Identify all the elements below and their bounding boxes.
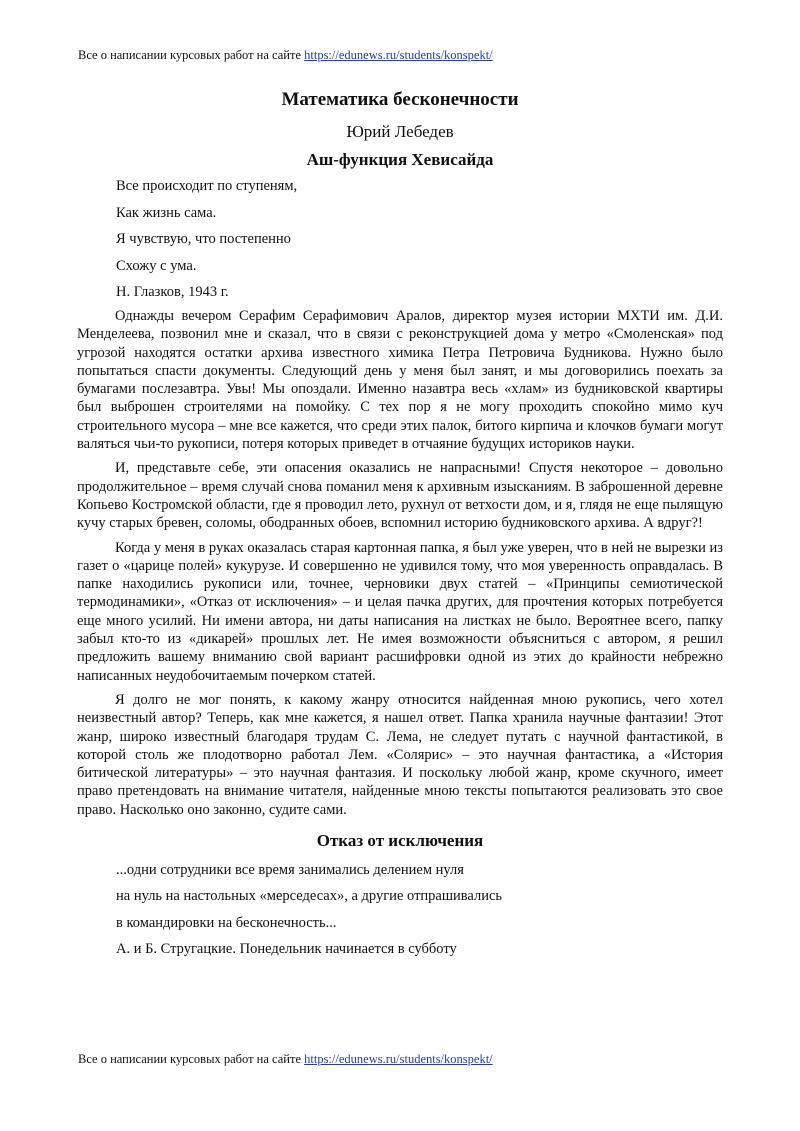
- paragraph: Когда у меня в руках оказалась старая картонная папка, я был уже уверен, что в ней не вырезки из газет о «царице полей» кукурузе. И совершенно не удивился тому, что моя уверенность оправдалась. В папке находились рукописи или, точнее, черновики двух статей – «Принципы семиотической термодинамики», «Отказ от исключения» – и целая пачка других, для прочтения которых потребуется еще много усилий. Ни имени автора, ни даты написания на листках не было. Вероятнее всего, папку забыл кто-то из «дикарей» прошлых лет. Не имея возможности объясниться с автором, я решил предложить вашему вниманию свой вариант расшифровки одной из этих до крайности небрежно написанных неудобочитаемым почерком статей.: [77, 539, 723, 684]
- epigraph-line: Я чувствую, что постепенно: [116, 231, 291, 247]
- document-body: [77, 88, 723, 958]
- epigraph-line: в командировки на бесконечность...: [116, 914, 337, 931]
- document-title: Математика бесконечности: [281, 89, 519, 110]
- page-footer: [78, 1051, 493, 1067]
- article-text: [77, 307, 723, 819]
- epigraph-line: Как жизнь сама.: [116, 204, 217, 221]
- epigraph-line: Схожу с ума.: [116, 257, 197, 274]
- section-title-exclusion: Отказ от исключения: [316, 831, 484, 851]
- epigraph-attribution: А. и Б. Стругацкие. Понедельник начинается в субботу: [116, 941, 457, 958]
- epigraph-line: Все происходит по ступеням,: [116, 178, 298, 194]
- paragraph: И, представьте себе, эти опасения оказались не напрасными! Спустя некоторое – довольно продолжительное – время случай снова поманил меня к архивным изысканиям. В заброшенной деревне Копьево Костромской области, где я проводил лето, рухнул от ветхости дом, и я, глядя не еще пылящую кучу старых бревен, соломы, ободранных обоев, вспомнил историю будниковского архива. А вдруг?!: [77, 460, 723, 532]
- epigraph-line: ...одни сотрудники все время занимались делением нуля: [116, 861, 464, 878]
- header-text: Все о написании курсовых работ на сайте: [78, 48, 305, 62]
- paragraph: Однажды вечером Серафим Серафимович Аралов, директор музея истории МХТИ им. Д.И. Менделеева, позвонил мне и сказал, что в связи с реконструкцией дома у метро «Смоленская» под угрозой находятся остатки архива известного химика Петра Петровича Будникова. Нужно было попытаться спасти документы. Следующий день у меня был занят, и мы договорились поехать за бумагами послезавтра. Увы! Мы опоздали. Именно назавтра весь «хлам» из будниковской квартиры был выброшен строителями на помойку. С тех пор я не могу проходить спокойно мимо куч строительного мусора – мне все кажется, что среди этих палок, битого кирпича и клочков бумаги могут валяться чьи-то рукописи, потеря которых приведет в отчаяние будущих историков науки.: [77, 308, 723, 453]
- epigraph-strugatsky: [77, 862, 723, 959]
- section-title-heaviside: Аш-функция Хевисайда: [306, 150, 494, 169]
- paragraph: Я долго не мог понять, к какому жанру относится найденная мною рукопись, чего хотел неизвестный автор? Теперь, как мне кажется, я нашел ответ. Папка хранила научные фантазии! Этот жанр, широко известный благодаря трудам С. Лема, не следует путать с научной фантастикой, в которой столь же плодотворно работал Лем. «Солярис» – это научная фантастика, а «История битической литературы» – это научная фантазия. И поскольку любой жанр, кроме скучного, имеет право претендовать на внимание читателя, найденные мною тексты попытаются реализовать это свое право. Насколько оно законно, судите сами.: [77, 691, 723, 818]
- header-link[interactable]: https://edunews.ru/students/konspekt/: [304, 48, 493, 62]
- footer-link[interactable]: https://edunews.ru/students/konspekt/: [304, 1052, 493, 1066]
- page-header: [78, 47, 493, 63]
- epigraph-glazkov: [77, 178, 723, 301]
- epigraph-line: на нуль на настольных «мерседесах», а другие отпрашивались: [116, 888, 503, 905]
- document-author: Юрий Лебедев: [346, 122, 454, 141]
- footer-text: Все о написании курсовых работ на сайте: [78, 1052, 305, 1066]
- epigraph-attribution: Н. Глазков, 1943 г.: [116, 284, 229, 300]
